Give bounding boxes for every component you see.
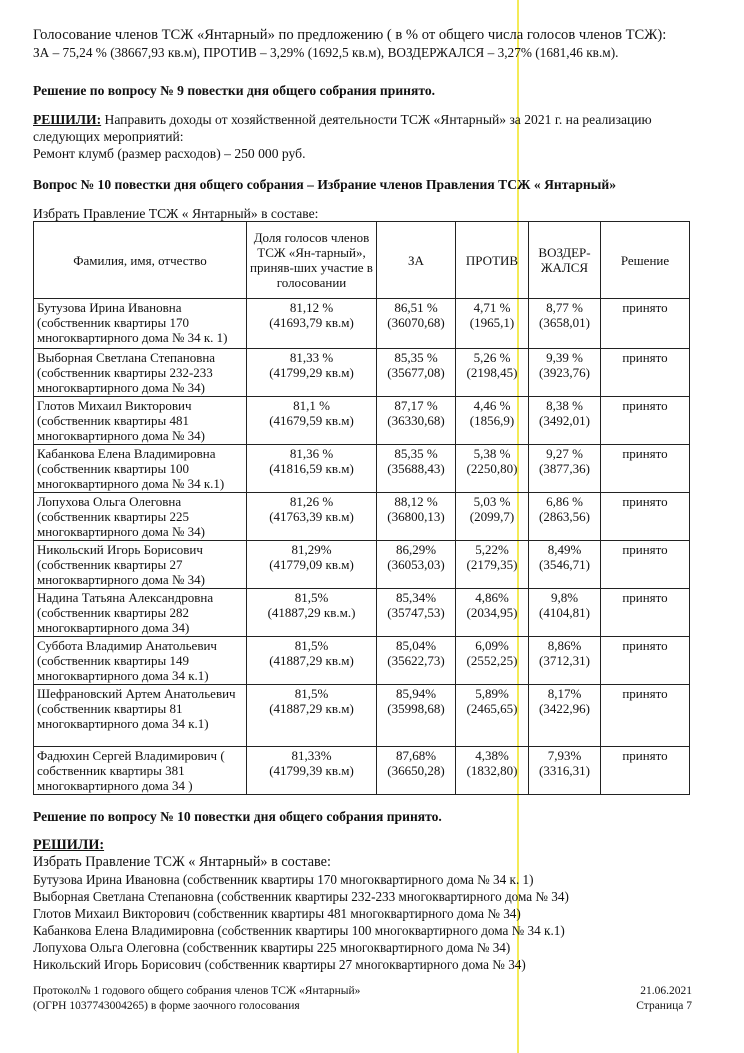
name-cell-name: Выборная Светлана Степановна (собственник квартиры 232-233 многоквартирного дома № 34) — [37, 350, 216, 395]
decision-cell-decision: принято — [622, 590, 668, 605]
resolved-9 — [33, 111, 693, 162]
share-cell — [247, 349, 377, 397]
for-cell — [377, 637, 456, 685]
abstain-cell — [529, 637, 601, 685]
resolved-9-text: Направить доходы от хозяйственной деятельности ТСЖ «Янтарный» за 2021 г. на реализацию следующих мероприятий: — [33, 112, 652, 144]
against-cell-against-m2: (2552,25) — [466, 653, 518, 668]
resolved-10-intro: Избрать Правление ТСЖ « Янтарный» в составе: — [33, 854, 331, 870]
share-cell-share-pct: 81,33% — [291, 748, 332, 763]
abstain-cell-abstain-pct: 9,8% — [550, 590, 579, 605]
abstain-cell-abstain-pct: 8,86% — [547, 638, 582, 653]
abstain-cell-abstain-pct: 9,39 % — [546, 350, 583, 365]
name-cell — [34, 747, 247, 795]
against-cell-against-pct: 6,09% — [475, 638, 509, 653]
against-cell — [456, 541, 529, 589]
table-row — [34, 299, 690, 349]
share-cell — [247, 397, 377, 445]
for-cell — [377, 493, 456, 541]
name-cell-name: Никольский Игорь Борисович (собственник квартиры 27 многоквартирного дома № 34) — [37, 542, 205, 587]
abstain-cell-abstain-pct: 8,49% — [547, 542, 582, 557]
share-cell-share-m2: (41816,59 кв.м) — [269, 461, 354, 476]
name-cell — [34, 541, 247, 589]
for-cell — [377, 397, 456, 445]
abstain-cell-abstain-m2: (3422,96) — [539, 701, 590, 716]
abstain-cell-abstain-m2: (3492,01) — [539, 413, 590, 428]
abstain-cell-abstain-pct: 6,86 % — [546, 494, 583, 509]
decision-cell-decision: принято — [622, 638, 668, 653]
decision-cell-decision: принято — [622, 300, 668, 315]
abstain-cell — [529, 493, 601, 541]
member-list-item: Выборная Светлана Степановна (собственник квартиры 232-233 многоквартирного дома № 34) — [33, 889, 569, 904]
decision-cell-decision: принято — [622, 748, 668, 763]
for-cell-for-pct: 87,68% — [395, 748, 437, 763]
against-cell-against-pct: 4,71 % — [473, 300, 511, 315]
against-cell-against-pct: 4,38% — [475, 748, 509, 763]
decision-cell-decision: принято — [622, 494, 668, 509]
decision-cell-decision: принято — [622, 398, 668, 413]
for-cell-for-m2: (35622,73) — [387, 653, 445, 668]
against-cell-against-m2: (2179,35) — [466, 557, 518, 572]
share-cell-share-pct: 81,1 % — [293, 398, 330, 413]
decision-10: Решение по вопросу № 10 повестки дня общего собрания принято. — [33, 809, 442, 824]
against-cell — [456, 349, 529, 397]
footer-line2: (ОГРН 1037743004265) в форме заочного голосования — [33, 1000, 300, 1012]
for-cell-for-pct: 85,94% — [395, 686, 437, 701]
question-10-title: Вопрос № 10 повестки дня общего собрания – Избрание членов Правления ТСЖ « Янтарный» — [33, 177, 616, 192]
abstain-cell-abstain-pct: 8,38 % — [546, 398, 583, 413]
abstain-cell — [529, 445, 601, 493]
name-cell — [34, 349, 247, 397]
share-cell — [247, 541, 377, 589]
share-cell-share-m2: (41679,59 кв.м) — [269, 413, 354, 428]
against-cell-against-m2: (2034,95) — [466, 605, 518, 620]
abstain-cell-abstain-m2: (3316,31) — [539, 763, 590, 778]
name-cell — [34, 445, 247, 493]
for-cell-for-m2: (36330,68) — [387, 413, 445, 428]
abstain-cell-abstain-m2: (2863,56) — [539, 509, 590, 524]
against-cell-against-m2: (2250,80) — [466, 461, 518, 476]
share-cell-share-m2: (41887,29 кв.м) — [269, 653, 354, 668]
share-cell-share-m2: (41693,79 кв.м) — [269, 315, 354, 330]
table-header-row — [34, 222, 690, 299]
abstain-cell-abstain-pct: 8,77 % — [546, 300, 583, 315]
decision-cell — [601, 397, 690, 445]
decision-cell — [601, 349, 690, 397]
abstain-cell — [529, 541, 601, 589]
for-cell — [377, 747, 456, 795]
against-cell-against-pct: 4,86% — [475, 590, 509, 605]
table-row — [34, 493, 690, 541]
member-list-item: Глотов Михаил Викторович (собственник квартиры 481 многоквартирного дома № 34) — [33, 906, 521, 921]
abstain-cell-abstain-pct: 8,17% — [547, 686, 582, 701]
share-cell — [247, 747, 377, 795]
table-row — [34, 541, 690, 589]
abstain-cell-abstain-pct: 9,27 % — [546, 446, 583, 461]
against-cell-against-pct: 5,26 % — [473, 350, 511, 365]
against-cell-against-pct: 5,38 % — [473, 446, 511, 461]
name-cell-name: Надина Татьяна Александровна (собственник квартиры 282 многоквартирного дома 34) — [37, 590, 214, 635]
voting-intro-line1: Голосование членов ТСЖ «Янтарный» по предложению ( в % от общего числа голосов членов ТСЖ): — [33, 27, 667, 43]
header-against: ПРОТИВ — [456, 222, 529, 299]
decision-cell-decision: принято — [622, 350, 668, 365]
share-cell — [247, 493, 377, 541]
decision-cell — [601, 685, 690, 747]
for-cell — [377, 541, 456, 589]
for-cell-for-m2: (36650,28) — [387, 763, 445, 778]
header-decision: Решение — [601, 222, 690, 299]
decision-cell — [601, 445, 690, 493]
footer-line1: Протокол№ 1 годового общего собрания членов ТСЖ «Янтарный» — [33, 985, 361, 997]
name-cell — [34, 589, 247, 637]
abstain-cell — [529, 747, 601, 795]
for-cell-for-m2: (35688,43) — [387, 461, 445, 476]
table-row — [34, 349, 690, 397]
decision-cell — [601, 493, 690, 541]
footer-date: 21.06.2021 — [640, 985, 692, 997]
abstain-cell-abstain-pct: 7,93% — [547, 748, 582, 763]
for-cell-for-m2: (35747,53) — [387, 605, 445, 620]
name-cell-name: Бутузова Ирина Ивановна (собственник квартиры 170 многоквартирного дома № 34 к. 1) — [37, 300, 228, 345]
against-cell-against-pct: 5,03 % — [473, 494, 511, 509]
for-cell — [377, 445, 456, 493]
name-cell — [34, 299, 247, 349]
against-cell — [456, 445, 529, 493]
name-cell-name: Фадюхин Сергей Владимирович ( собственник квартиры 381 многоквартирного дома 34 ) — [37, 748, 225, 793]
header-for: ЗА — [377, 222, 456, 299]
share-cell-share-m2: (41887,29 кв.м.) — [267, 605, 356, 620]
share-cell-share-pct: 81,36 % — [289, 446, 334, 461]
for-cell-for-pct: 87,17 % — [394, 398, 438, 413]
name-cell — [34, 397, 247, 445]
share-cell — [247, 589, 377, 637]
voting-intro-line2: ЗА – 75,24 % (38667,93 кв.м), ПРОТИВ – 3,29% (1692,5 кв.м), ВОЗДЕРЖАЛСЯ – 3,27% (1681,46 кв.м). — [33, 45, 619, 60]
for-cell-for-m2: (36800,13) — [387, 509, 445, 524]
share-cell-share-pct: 81,5% — [294, 590, 329, 605]
against-cell-against-m2: (2099,7) — [469, 509, 515, 524]
name-cell-name: Кабанкова Елена Владимировна (собственник квартиры 100 многоквартирного дома № 34 к.1) — [37, 446, 225, 491]
against-cell — [456, 637, 529, 685]
decision-cell — [601, 299, 690, 349]
against-cell-against-m2: (2465,65) — [466, 701, 518, 716]
decision-cell — [601, 541, 690, 589]
decision-cell-decision: принято — [622, 446, 668, 461]
for-cell-for-m2: (36053,03) — [387, 557, 445, 572]
member-list — [33, 871, 713, 973]
share-cell-share-m2: (41799,29 кв.м) — [269, 365, 354, 380]
against-cell — [456, 397, 529, 445]
name-cell-name: Лопухова Ольга Олеговна (собственник квартиры 225 многоквартирного дома № 34) — [37, 494, 205, 539]
for-cell — [377, 349, 456, 397]
decision-cell-decision: принято — [622, 686, 668, 701]
name-cell-name: Шефрановский Артем Анатольевич (собственник квартиры 81 многоквартирного дома 34 к.1) — [37, 686, 236, 731]
header-share: Доля голосов членов ТСЖ «Ян-тарный», приняв-ших участие в голосовании — [247, 222, 377, 299]
abstain-cell-abstain-m2: (3658,01) — [539, 315, 590, 330]
abstain-cell-abstain-m2: (3546,71) — [539, 557, 590, 572]
share-cell-share-m2: (41779,09 кв.м) — [269, 557, 354, 572]
for-cell-for-m2: (36070,68) — [387, 315, 445, 330]
against-cell — [456, 299, 529, 349]
share-cell — [247, 299, 377, 349]
abstain-cell — [529, 685, 601, 747]
abstain-cell — [529, 589, 601, 637]
against-cell-against-m2: (2198,45) — [466, 365, 518, 380]
for-cell-for-pct: 86,29% — [395, 542, 437, 557]
against-cell — [456, 589, 529, 637]
against-cell-against-m2: (1832,80) — [466, 763, 518, 778]
member-list-item: Кабанкова Елена Владимировна (собственник квартиры 100 многоквартирного дома № 34 к.1) — [33, 923, 565, 938]
abstain-cell-abstain-m2: (3923,76) — [539, 365, 590, 380]
against-cell-against-pct: 4,46 % — [473, 398, 511, 413]
against-cell — [456, 747, 529, 795]
for-cell-for-m2: (35677,08) — [387, 365, 445, 380]
for-cell-for-pct: 85,35 % — [394, 446, 438, 461]
against-cell — [456, 685, 529, 747]
resolved-9-item: Ремонт клумб (размер расходов) – 250 000 руб. — [33, 146, 306, 161]
for-cell-for-m2: (35998,68) — [387, 701, 445, 716]
share-cell — [247, 445, 377, 493]
share-cell-share-pct: 81,29% — [291, 542, 332, 557]
abstain-cell — [529, 397, 601, 445]
share-cell — [247, 685, 377, 747]
for-cell-for-pct: 85,35 % — [394, 350, 438, 365]
table-caption: Избрать Правление ТСЖ « Янтарный» в составе: — [33, 206, 319, 221]
member-list-item: Лопухова Ольга Олеговна (собственник квартиры 225 многоквартирного дома № 34) — [33, 940, 511, 955]
share-cell-share-pct: 81,26 % — [289, 494, 334, 509]
name-cell-name: Суббота Владимир Анатольевич (собственник квартиры 149 многоквартирного дома 34 к.1) — [37, 638, 217, 683]
name-cell — [34, 637, 247, 685]
abstain-cell — [529, 299, 601, 349]
for-cell-for-pct: 85,04% — [395, 638, 437, 653]
abstain-cell-abstain-m2: (3877,36) — [539, 461, 590, 476]
decision-cell — [601, 637, 690, 685]
table-row — [34, 589, 690, 637]
header-abstain: ВОЗДЕР-ЖАЛСЯ — [529, 222, 601, 299]
table-row — [34, 637, 690, 685]
decision-cell — [601, 589, 690, 637]
against-cell-against-pct: 5,89% — [475, 686, 509, 701]
decision-cell-decision: принято — [622, 542, 668, 557]
share-cell-share-pct: 81,33 % — [289, 350, 334, 365]
share-cell-share-m2: (41887,29 кв.м) — [269, 701, 354, 716]
name-cell-name: Глотов Михаил Викторович (собственник квартиры 481 многоквартирного дома № 34) — [37, 398, 205, 443]
for-cell-for-pct: 88,12 % — [394, 494, 438, 509]
share-cell-share-m2: (41763,39 кв.м) — [269, 509, 354, 524]
footer-page-info — [612, 984, 692, 1014]
header-name: Фамилия, имя, отчество — [34, 222, 247, 299]
resolved-9-label: РЕШИЛИ: — [33, 112, 102, 127]
for-cell-for-pct: 85,34% — [395, 590, 437, 605]
table-row — [34, 445, 690, 493]
for-cell — [377, 589, 456, 637]
share-cell-share-pct: 81,5% — [294, 686, 329, 701]
abstain-cell-abstain-m2: (4104,81) — [539, 605, 590, 620]
against-cell — [456, 493, 529, 541]
name-cell — [34, 493, 247, 541]
resolved-10-label: РЕШИЛИ: — [33, 837, 105, 853]
votes-table — [33, 221, 690, 795]
against-cell-against-m2: (1856,9) — [469, 413, 515, 428]
share-cell-share-m2: (41799,39 кв.м) — [269, 763, 354, 778]
table-row — [34, 397, 690, 445]
table-row — [34, 747, 690, 795]
decision-cell — [601, 747, 690, 795]
decision-9: Решение по вопросу № 9 повестки дня общего собрания принято. — [33, 83, 436, 98]
share-cell-share-pct: 81,5% — [294, 638, 329, 653]
name-cell — [34, 685, 247, 747]
abstain-cell-abstain-m2: (3712,31) — [539, 653, 590, 668]
member-list-item: Бутузова Ирина Ивановна (собственник квартиры 170 многоквартирного дома № 34 к. 1) — [33, 872, 534, 887]
share-cell-share-pct: 81,12 % — [289, 300, 334, 315]
resolved-10 — [33, 837, 713, 973]
for-cell — [377, 685, 456, 747]
abstain-cell — [529, 349, 601, 397]
footer-page-number: Страница 7 — [636, 1000, 692, 1012]
against-cell-against-m2: (1965,1) — [469, 315, 515, 330]
table-row — [34, 685, 690, 747]
voting-intro — [33, 27, 713, 61]
for-cell — [377, 299, 456, 349]
against-cell-against-pct: 5,22% — [475, 542, 509, 557]
for-cell-for-pct: 86,51 % — [394, 300, 438, 315]
share-cell — [247, 637, 377, 685]
member-list-item: Никольский Игорь Борисович (собственник квартиры 27 многоквартирного дома № 34) — [33, 957, 526, 972]
footer-protocol — [33, 984, 360, 1014]
